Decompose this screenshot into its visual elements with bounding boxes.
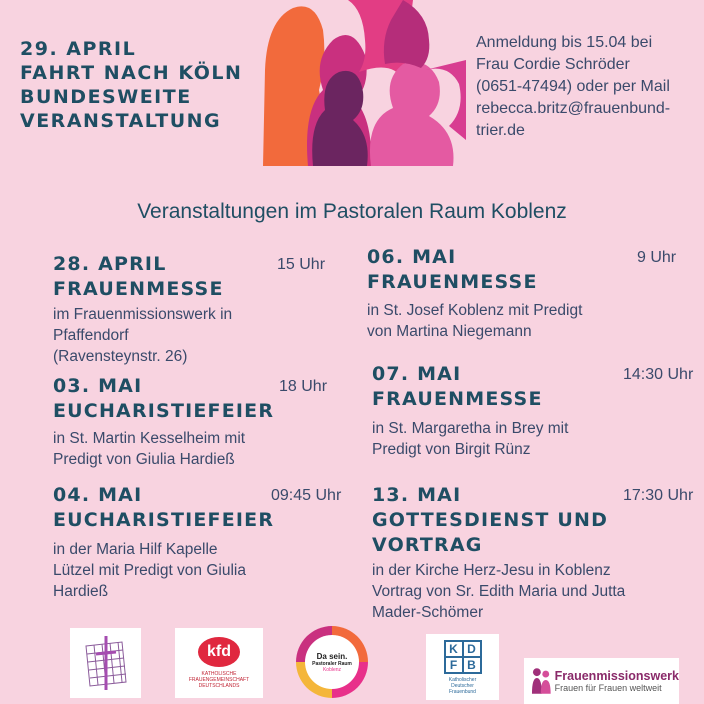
event-description-line: im Frauenmissionswerk in [53,306,233,323]
kfd-badge: kfd [198,637,240,667]
event-description-line: Lützel mit Predigt von Giulia [53,562,246,579]
event-description-line: in der Maria Hilf Kapelle [53,541,218,558]
event-time: 14:30 Uhr [623,366,694,383]
kdfb-subtitle-line: Frauenbund [449,688,476,695]
headline [20,37,250,133]
kfd-subtitle-line: DEUTSCHLANDS [198,683,240,689]
frauenmissionswerk-title: Frauenmissionswerk [554,669,679,683]
registration-email[interactable]: rebecca.britz@frauenbund- [476,100,671,117]
headline-line: VERANSTALTUNG [20,110,222,132]
event-description-line: in St. Martin Kesselheim mit [53,430,246,447]
event-description-line: in der Kirche Herz-Jesu in Koblenz [372,562,611,579]
event-time: 9 Uhr [637,249,677,266]
event-time: 15 Uhr [277,256,326,273]
people-icon [530,666,552,696]
event-title: FRAUENMESSE [53,278,224,300]
event-title: EUCHARISTIEFEIER [53,400,275,422]
dasein-logo-title: Da sein. [316,651,348,661]
section-title: Veranstaltungen im Pastoralen Raum Koblenz [137,200,567,223]
event-card [372,362,702,460]
women-silhouettes-illustration [253,0,466,166]
event-card [53,374,343,470]
event-description [367,300,682,342]
event-title: VORTRAG [372,534,483,556]
event-description-line: (Ravensteynstr. 26) [53,348,188,365]
event-card [367,245,682,342]
kdfb-letter: D [463,641,481,657]
frauenmissionswerk-text [555,669,679,693]
frauenmissionswerk-logo [524,658,679,704]
event-description-line: Predigt von Giulia Hardieß [53,451,235,468]
event-description [53,428,343,470]
kfd-subtitle-line: KATHOLISCHE [201,671,237,677]
event-time: 18 Uhr [279,378,328,395]
dasein-logo-inner [305,635,359,689]
event-title: FRAUENMESSE [372,388,543,410]
event-description-line: Mader-Schömer [372,604,484,621]
event-description-line: von Martina Niegemann [367,323,532,340]
event-description-line: Predigt von Birgit Rünz [372,441,531,458]
kdfb-subtitle [449,677,477,695]
event-title: GOTTESDIENST UND [372,509,609,531]
headline-line: FAHRT NACH KÖLN [20,62,243,84]
headline-line: BUNDESWEITE [20,86,192,108]
event-date: 03. MAI [53,375,143,397]
registration-line: Frau Cordie Schröder [476,56,630,73]
event-description-line: in St. Margaretha in Brey mit [372,420,569,437]
event-time: 17:30 Uhr [623,487,694,504]
event-description-line: Hardieß [53,583,109,600]
event-description [53,304,343,367]
kfd-subtitle [189,671,249,689]
kfd-subtitle-line: FRAUENGEMEINSCHAFT [188,677,250,683]
event-date: 28. APRIL [53,253,167,275]
kdfb-logo [426,634,499,700]
headline-line: 29. APRIL [20,38,137,60]
dasein-logo-city: Koblenz [322,666,342,673]
registration-info [476,32,704,142]
event-title: EUCHARISTIEFEIER [53,509,275,531]
event-card [53,483,353,602]
kfd-logo [175,628,263,698]
dasein-logo-subtitle: Pastoraler Raum [312,660,352,667]
kdfb-subtitle-line: Deutscher [451,682,474,689]
frauenbund-cross-icon [76,632,136,694]
event-description-line: Vortrag von Sr. Edith Maria und Jutta [372,583,626,600]
event-description-line: Pfaffendorf [53,327,129,344]
event-date: 07. MAI [372,363,462,385]
event-description [372,560,702,623]
event-card [53,252,343,367]
frauenbund-cross-logo [70,628,141,698]
kdfb-letter: F [445,657,463,673]
event-date: 06. MAI [367,246,457,268]
event-description-line: in St. Josef Koblenz mit Predigt [367,302,583,319]
event-date: 13. MAI [372,484,462,506]
event-time: 09:45 Uhr [271,487,342,504]
kdfb-letter: B [463,657,481,673]
registration-line: (0651-47494) oder per Mail [476,78,670,95]
frauenmissionswerk-subtitle: Frauen für Frauen weltweit [554,683,662,693]
kdfb-subtitle-line: Katholischer [448,676,477,683]
kdfb-letter: K [445,641,463,657]
registration-line: Anmeldung bis 15.04 bei [476,34,653,51]
event-description [372,418,702,460]
event-title: FRAUENMESSE [367,271,538,293]
registration-line: trier.de [476,122,525,139]
kdfb-letters [444,640,482,674]
dasein-logo [296,626,368,698]
event-card [372,483,702,623]
event-date: 04. MAI [53,484,143,506]
event-description [53,539,353,602]
